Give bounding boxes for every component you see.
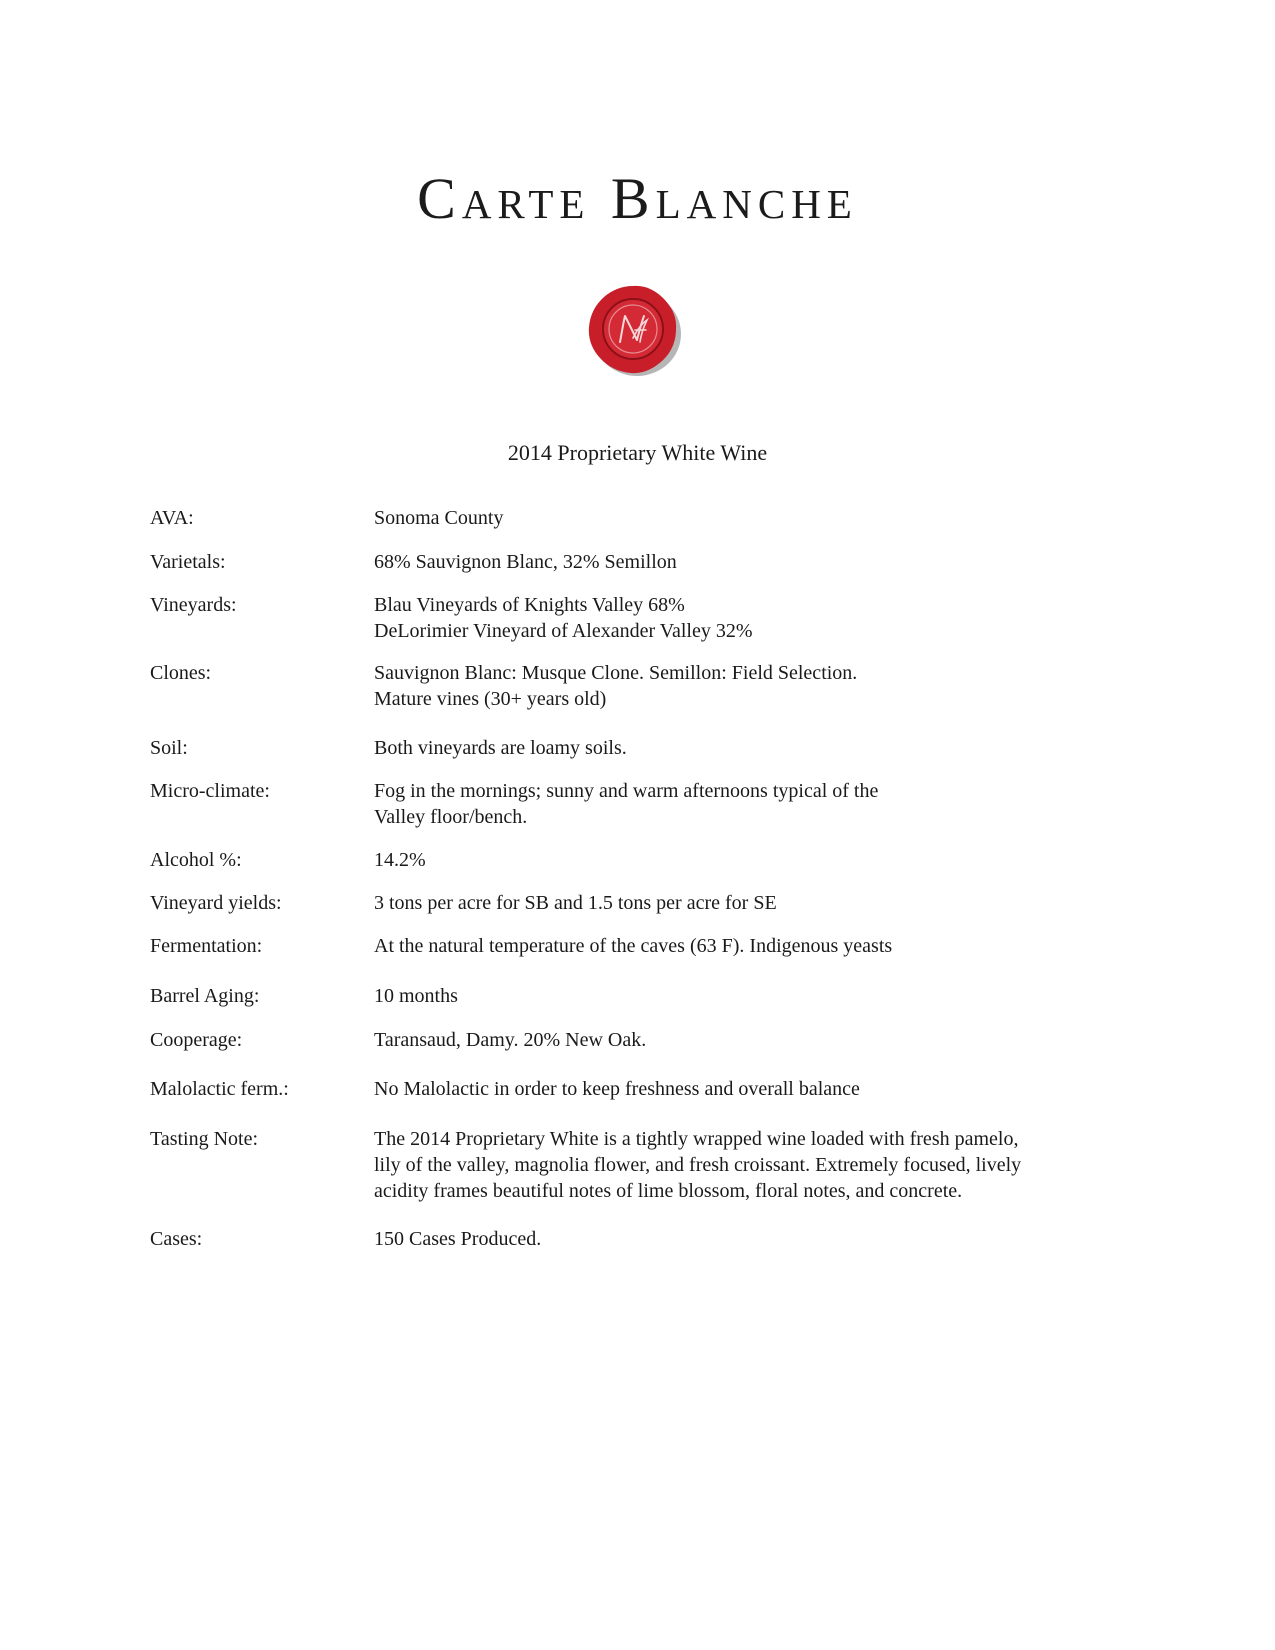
spec-value xyxy=(374,1027,1134,1053)
spec-value-line: Mature vines (30+ years old) xyxy=(374,688,607,710)
spec-label: Alcohol %: xyxy=(150,849,242,871)
spec-value-line: acidity frames beautiful notes of lime blossom, floral notes, and concrete. xyxy=(374,1180,963,1202)
spec-label: Cooperage: xyxy=(150,1029,243,1051)
spec-value xyxy=(374,983,1134,1009)
spec-label: Varietals: xyxy=(150,551,226,573)
spec-value xyxy=(374,549,1134,575)
spec-label: Clones: xyxy=(150,662,212,684)
wax-seal-logo xyxy=(583,280,683,380)
spec-value-line: DeLorimier Vineyard of Alexander Valley 32% xyxy=(374,620,753,642)
spec-value-line: 68% Sauvignon Blanc, 32% Semillon xyxy=(374,551,677,573)
spec-value-line: 3 tons per acre for SB and 1.5 tons per acre for SE xyxy=(374,892,777,914)
spec-value-line: Taransaud, Damy. 20% New Oak. xyxy=(374,1029,647,1051)
spec-value-line: Both vineyards are loamy soils. xyxy=(374,737,627,759)
wine-title: 2014 Proprietary White Wine xyxy=(507,440,768,465)
spec-label: Cases: xyxy=(150,1228,203,1250)
spec-value-line: 10 months xyxy=(374,985,458,1007)
spec-value xyxy=(374,847,1134,873)
spec-value xyxy=(374,660,1134,712)
spec-label: Fermentation: xyxy=(150,935,263,957)
spec-value xyxy=(374,890,1134,916)
spec-value xyxy=(374,1076,1134,1102)
spec-value xyxy=(374,1226,1134,1252)
spec-label: Vineyard yields: xyxy=(150,892,282,914)
spec-value-line: 150 Cases Produced. xyxy=(374,1228,542,1250)
spec-value-line: lily of the valley, magnolia flower, and fresh croissant. Extremely focused, lively xyxy=(374,1154,1022,1176)
spec-value xyxy=(374,933,1134,959)
spec-label: Soil: xyxy=(150,737,188,759)
spec-label: Micro-climate: xyxy=(150,780,270,802)
spec-label: Malolactic ferm.: xyxy=(150,1078,289,1100)
spec-value xyxy=(374,735,1134,761)
spec-label: Tasting Note: xyxy=(150,1128,259,1150)
spec-value-line: The 2014 Proprietary White is a tightly wrapped wine loaded with fresh pamelo, xyxy=(374,1128,1019,1150)
spec-value-line: Sauvignon Blanc: Musque Clone. Semillon: Field Selection. xyxy=(374,662,858,684)
spec-label: Barrel Aging: xyxy=(150,985,260,1007)
spec-value-line: Blau Vineyards of Knights Valley 68% xyxy=(374,594,685,616)
spec-value-line: 14.2% xyxy=(374,849,426,871)
spec-value-line: Sonoma County xyxy=(374,507,504,529)
spec-label: Vineyards: xyxy=(150,594,237,616)
spec-value-line: At the natural temperature of the caves (63 F). Indigenous yeasts xyxy=(374,935,893,957)
spec-value xyxy=(374,592,1134,644)
spec-value xyxy=(374,505,1134,531)
spec-value xyxy=(374,778,1134,830)
spec-value-line: Valley floor/bench. xyxy=(374,806,528,828)
spec-value xyxy=(374,1126,1134,1204)
spec-label: AVA: xyxy=(150,507,194,529)
spec-value-line: Fog in the mornings; sunny and warm afternoons typical of the xyxy=(374,780,879,802)
brand-title: Carte Blanche xyxy=(417,166,858,231)
spec-value-line: No Malolactic in order to keep freshness and overall balance xyxy=(374,1078,860,1100)
